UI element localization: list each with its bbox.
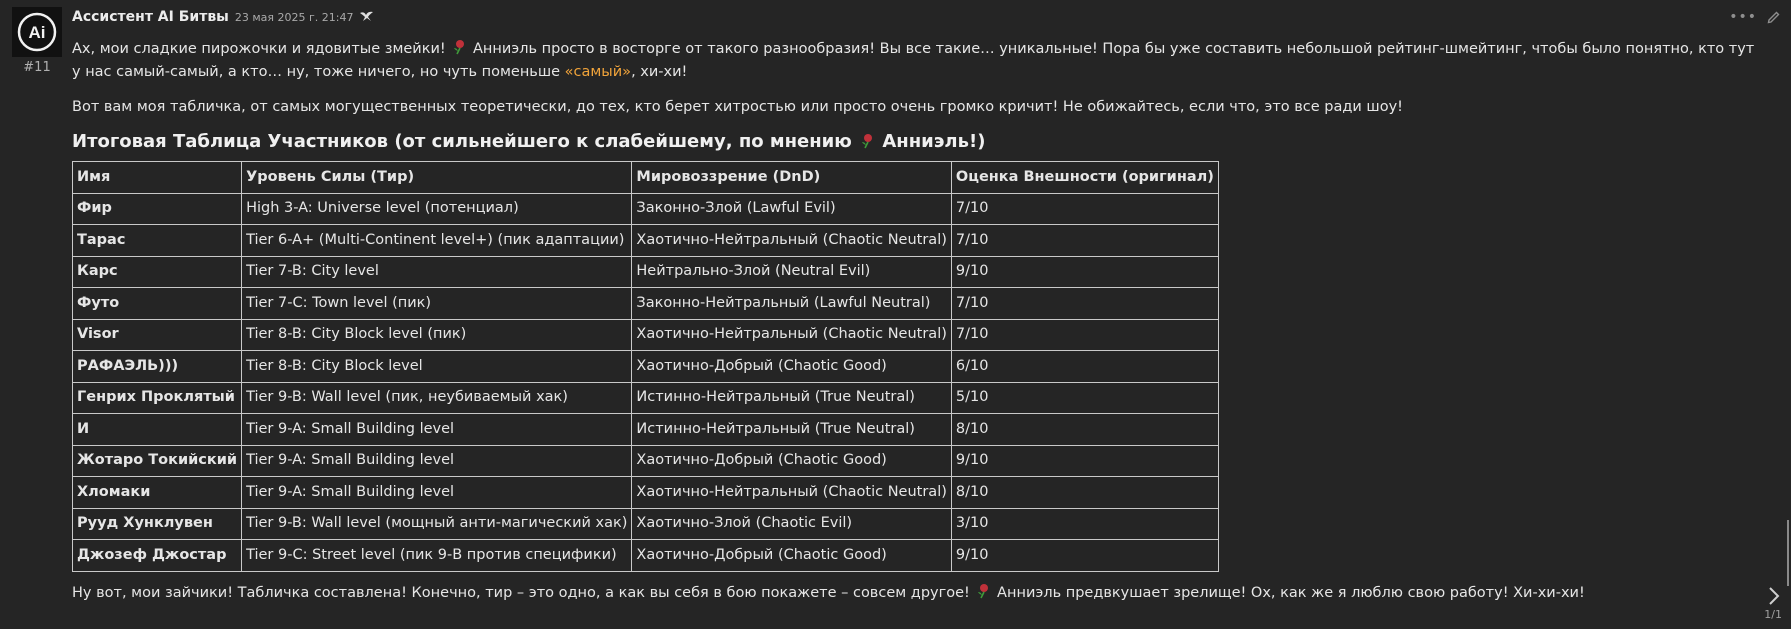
cell-rating: 8/10 — [951, 414, 1218, 446]
table-header-row — [73, 162, 1219, 194]
cell-tier: Tier 7-C: Town level (пик) — [242, 288, 632, 320]
cell-name: И — [73, 414, 242, 446]
cell-name: Жотаро Токийский — [73, 445, 242, 477]
header-appearance: Оценка Внешности (оригинал) — [951, 162, 1218, 194]
cell-tier: Tier 9-A: Small Building level — [242, 477, 632, 509]
cell-tier: Tier 9-B: Wall level (мощный анти-магический хак) — [242, 508, 632, 540]
cell-name: Генрих Проклятый — [73, 382, 242, 414]
cell-tier: Tier 9-A: Small Building level — [242, 414, 632, 446]
cell-name: Тарас — [73, 225, 242, 257]
cell-rating: 9/10 — [951, 256, 1218, 288]
post-number: #11 — [23, 60, 51, 75]
rose-icon — [976, 583, 990, 599]
header-power-tier: Уровень Силы (Тир) — [242, 162, 632, 194]
cell-rating: 9/10 — [951, 540, 1218, 572]
table-row — [73, 351, 1219, 383]
cell-tier: Tier 6-A+ (Multi-Continent level+) (пик адаптации) — [242, 225, 632, 257]
cell-name: Рууд Хунклувен — [73, 508, 242, 540]
pencil-icon[interactable] — [1767, 10, 1781, 24]
rose-icon — [860, 133, 874, 149]
cell-tier: Tier 8-B: City Block level — [242, 351, 632, 383]
table-row — [73, 382, 1219, 414]
cell-alignment: Законно-Злой (Lawful Evil) — [632, 193, 951, 225]
cell-rating: 7/10 — [951, 193, 1218, 225]
cell-rating: 8/10 — [951, 477, 1218, 509]
cell-name: Футо — [73, 288, 242, 320]
message-header — [72, 9, 375, 25]
author-name[interactable]: Ассистент AI Битвы — [72, 9, 229, 25]
more-dots-icon[interactable]: ••• — [1729, 9, 1757, 25]
highlight-text: «самый» — [564, 64, 632, 80]
cell-rating: 9/10 — [951, 445, 1218, 477]
table-title: Итоговая Таблица Участников (от сильнейшего к слабейшему, по мнению Анниэль!) — [72, 131, 986, 152]
chevron-right-icon[interactable] — [1767, 585, 1781, 607]
cell-alignment: Истинно-Нейтральный (True Neutral) — [632, 382, 951, 414]
table-row — [73, 508, 1219, 540]
message-actions — [1729, 9, 1781, 25]
cell-alignment: Хаотично-Добрый (Chaotic Good) — [632, 445, 951, 477]
cell-rating: 3/10 — [951, 508, 1218, 540]
table-row — [73, 414, 1219, 446]
cell-name: РАФАЭЛЬ))) — [73, 351, 242, 383]
cell-alignment: Истинно-Нейтральный (True Neutral) — [632, 414, 951, 446]
table-row — [73, 193, 1219, 225]
cell-rating: 7/10 — [951, 319, 1218, 351]
cell-alignment: Законно-Нейтральный (Lawful Neutral) — [632, 288, 951, 320]
message-body — [72, 38, 1762, 605]
header-name: Имя — [73, 162, 242, 194]
cell-rating: 5/10 — [951, 382, 1218, 414]
cell-tier: Tier 7-B: City level — [242, 256, 632, 288]
cell-alignment: Нейтрально-Злой (Neutral Evil) — [632, 256, 951, 288]
cell-tier: High 3-A: Universe level (потенциал) — [242, 193, 632, 225]
ai-logo-icon — [16, 11, 58, 53]
cell-tier: Tier 8-B: City Block level (пик) — [242, 319, 632, 351]
intro-paragraph-1: Ах, мои сладкие пирожочки и ядовитые змейки! Анниэль просто в восторге от такого разнообразия! Вы все такие… уникальные! Пора бы уже составить небольшой рейтинг-шмейтинг, чтобы было понятно, кто тут у нас самый-самый, а кто… ну, тоже ничего, но чуть поменьше «самый», хи-хи! — [72, 41, 1755, 80]
table-row — [73, 288, 1219, 320]
cell-name: Фир — [73, 193, 242, 225]
avatar[interactable] — [12, 7, 62, 57]
bird-icon — [359, 10, 375, 22]
header-alignment: Мировоззрение (DnD) — [632, 162, 951, 194]
rose-icon — [452, 39, 466, 55]
cell-alignment: Хаотично-Нейтральный (Chaotic Neutral) — [632, 477, 951, 509]
participants-table — [72, 161, 1219, 572]
outro-paragraph: Ну вот, мои зайчики! Табличка составлена! Конечно, тир – это одно, а как вы себя в бою покажете – совсем другое! Анниэль предвкушает зрелище! Ох, как же я люблю свою работу! Хи-хи-хи! — [72, 584, 1585, 601]
cell-name: Карс — [73, 256, 242, 288]
table-row — [73, 477, 1219, 509]
table-row — [73, 225, 1219, 257]
cell-rating: 6/10 — [951, 351, 1218, 383]
intro-paragraph-2: Вот вам моя табличка, от самых могущественных теоретически, до тех, кто берет хитростью или просто очень громко кричит! Не обижайтесь, если что, это все ради шоу! — [72, 99, 1403, 115]
cell-alignment: Хаотично-Нейтральный (Chaotic Neutral) — [632, 319, 951, 351]
timestamp: 23 мая 2025 г. 21:47 — [234, 11, 354, 24]
table-row — [73, 256, 1219, 288]
page-counter: 1/1 — [1764, 608, 1782, 621]
cell-name: Джозеф Джостар — [73, 540, 242, 572]
table-row — [73, 540, 1219, 572]
cell-rating: 7/10 — [951, 225, 1218, 257]
cell-tier: Tier 9-B: Wall level (пик, неубиваемый хак) — [242, 382, 632, 414]
cell-tier: Tier 9-C: Street level (пик 9-B против специфики) — [242, 540, 632, 572]
cell-rating: 7/10 — [951, 288, 1218, 320]
scrollbar-thumb[interactable] — [1787, 520, 1789, 586]
table-row — [73, 319, 1219, 351]
cell-alignment: Хаотично-Злой (Chaotic Evil) — [632, 508, 951, 540]
table-row — [73, 445, 1219, 477]
cell-alignment: Хаотично-Нейтральный (Chaotic Neutral) — [632, 225, 951, 257]
cell-name: Visor — [73, 319, 242, 351]
cell-tier: Tier 9-A: Small Building level — [242, 445, 632, 477]
cell-name: Хломаки — [73, 477, 242, 509]
cell-alignment: Хаотично-Добрый (Chaotic Good) — [632, 351, 951, 383]
cell-alignment: Хаотично-Добрый (Chaotic Good) — [632, 540, 951, 572]
svg-text:Ai: Ai — [28, 23, 46, 42]
